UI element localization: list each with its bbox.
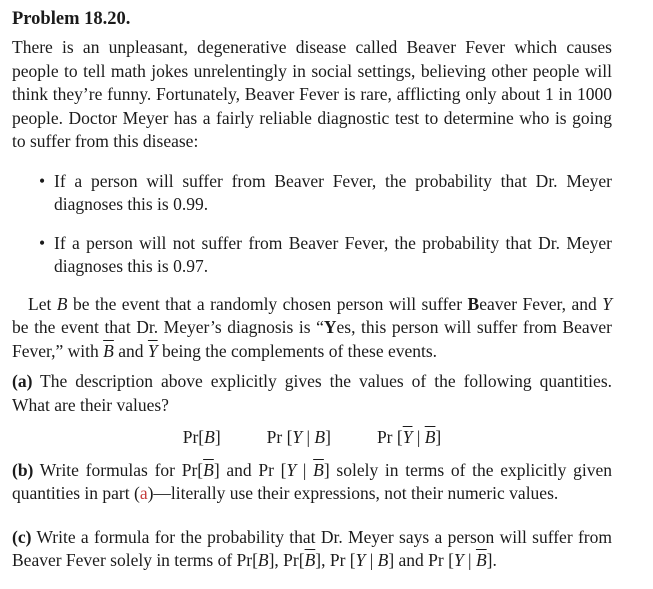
text-run: Y [602, 293, 612, 314]
text-run: | [412, 427, 425, 447]
text-run: $\overline{Y}$ [402, 427, 413, 447]
text-run: B [204, 427, 215, 447]
text-run: B [56, 293, 68, 314]
text-run: ], Pr [ [315, 550, 356, 570]
bullet-item [12, 232, 612, 279]
text-run: be the event that Dr. Meyer’s diagnosis is “ [12, 317, 324, 337]
text-run: | [463, 550, 476, 570]
setup-paragraph [12, 293, 612, 364]
text-run: ] solely in terms of the explicitly given quantities in part ( [12, 459, 612, 503]
text-run: $\overline{B}$ [424, 427, 436, 447]
intro-paragraph: There is an unpleasant, degenerative disease called Beaver Fever which causes people to tell math jokes unrelentingly in social settings, believing other people will think they’re funny. Fortunately, Beaver Fever is rare, afflicting only about 1 in 1000 people. Doctor Meyer has a fairly reliable diagnostic test to determine who is going to suffer from this disease: [12, 37, 612, 151]
bullet-icon: • [39, 232, 46, 253]
text-run: $\overline{B}$ [475, 550, 487, 570]
text-run: Pr [ [266, 427, 293, 447]
bullet-icon: • [39, 170, 46, 191]
formula-pr-ybar-given-bbar [377, 426, 441, 450]
part-b-paragraph [12, 459, 612, 506]
formula-pr-b [183, 426, 221, 450]
text-run: Y [292, 427, 303, 447]
text-run: The description above explicitly gives the values of the following quantities. What are their values? [12, 371, 612, 415]
text-run: $\overline{Y}$ [147, 340, 158, 361]
part-a-paragraph [12, 370, 612, 417]
text-run: Y [286, 459, 297, 480]
text-run: Write formulas for Pr[ [33, 459, 204, 480]
text-run: (a) [12, 371, 33, 391]
text-run: Y [323, 317, 337, 337]
text-run: | [302, 427, 315, 447]
text-run: B [467, 293, 480, 314]
text-run: ]. [486, 550, 497, 570]
formula-row [12, 426, 612, 450]
text-run: Pr[ [182, 427, 205, 447]
text-run: B [314, 427, 326, 447]
formula-pr-y-given-b [267, 426, 331, 450]
text-run: ], Pr[ [268, 550, 305, 570]
text-run: (c) [12, 526, 32, 547]
text-run: and [113, 340, 148, 361]
text-run: (b) [12, 459, 34, 480]
problem-heading: Problem 18.20. [12, 9, 131, 29]
text-run: ] [435, 427, 442, 447]
text-run: Y [453, 550, 464, 570]
text-run: | [296, 459, 314, 480]
text-run: ] and Pr [ [213, 459, 287, 480]
text-run: B [377, 550, 389, 570]
text-run: $\overline{B}$ [203, 459, 214, 480]
text-run: B [257, 550, 269, 570]
text-run: Write a formula for the probability that Dr. Meyer says a person will suffer from Beaver Fever solely in terms of Pr[ [12, 526, 612, 570]
text-run: $\overline{B}$ [103, 340, 114, 361]
text-run: es, this person will suffer from Beaver Fever,” with [12, 317, 612, 361]
part-c-paragraph [12, 526, 612, 573]
bullet-text: If a person will suffer from Beaver Fever, the probability that Dr. Meyer diagnoses this is 0.99. [54, 170, 612, 214]
text-run: be the event that a randomly chosen person will suffer [67, 293, 468, 314]
text-run: Let [28, 293, 57, 314]
bullet-list [12, 170, 612, 279]
text-run: $\overline{B}$ [304, 550, 316, 570]
text-run: ] [325, 427, 331, 447]
text-run: ] [214, 427, 221, 447]
text-run: eaver Fever, and [479, 293, 603, 314]
text-run: $\overline{B}$ [313, 459, 324, 480]
text-run: being the complements of these events. [157, 340, 438, 361]
text-run: )—literally use their expressions, not their numeric values. [147, 483, 559, 503]
bullet-text: If a person will not suffer from Beaver Fever, the probability that Dr. Meyer diagnoses this is 0.97. [54, 232, 612, 276]
bullet-item [12, 170, 612, 217]
text-run: | [365, 550, 378, 570]
part-a-link[interactable]: a [139, 483, 148, 503]
text-run: ] and Pr [ [388, 550, 454, 570]
text-run: Pr [ [376, 427, 403, 447]
text-run: Y [355, 550, 366, 570]
